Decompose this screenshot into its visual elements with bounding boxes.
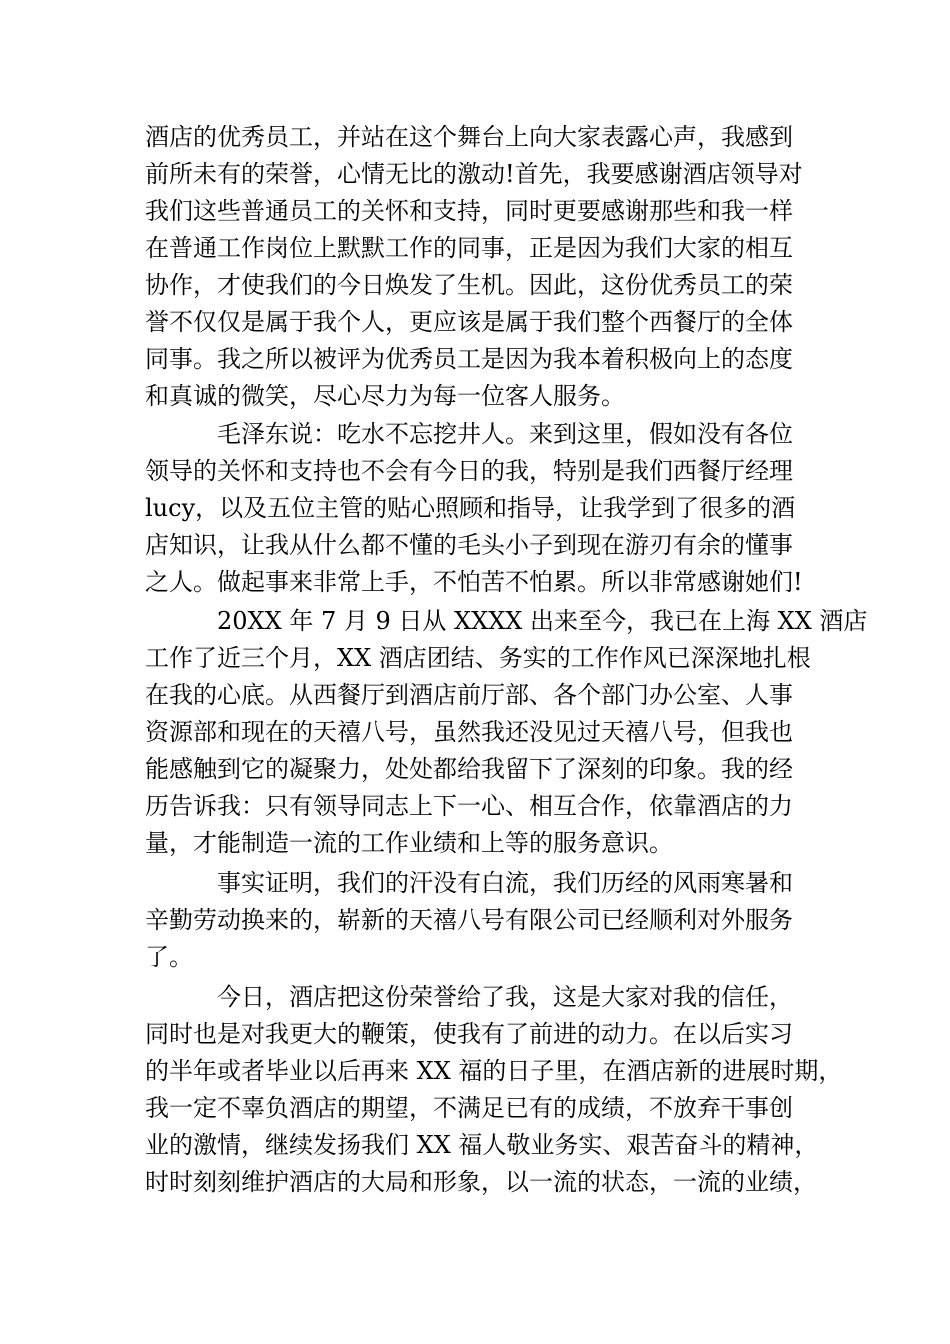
text-line: 业的激情，继续发扬我们 XX 福人敬业务实、艰苦奋斗的精神， — [145, 1131, 819, 1159]
text-line: 历告诉我：只有领导同志上下一心、相互合作，依靠酒店的力 — [145, 792, 793, 820]
text-line: 同时也是对我更大的鞭策，使我有了前进的动力。在以后实习 — [145, 1020, 793, 1048]
text-line: 在普通工作岗位上默默工作的同事，正是因为我们大家的相互 — [145, 234, 793, 262]
text-line: 辛勤劳动换来的，崭新的天禧八号有限公司已经顺利对外服务 — [145, 906, 793, 934]
text-line: 时时刻刻维护酒店的大局和形象，以一流的状态，一流的业绩， — [145, 1168, 817, 1196]
text-line: 了。 — [145, 943, 193, 971]
paragraph-first-line: 20XX 年 7 月 9 日从 XXXX 出来至今，我已在上海 XX 酒店 — [217, 607, 868, 635]
text-line: 工作了近三个月，XX 酒店团结、务实的工作作风已深深地扎根 — [145, 644, 811, 672]
text-line: 和真诚的微笑，尽心尽力为每一位客人服务。 — [145, 382, 625, 410]
text-line: 我们这些普通员工的关怀和支持，同时更要感谢那些和我一样 — [145, 197, 793, 225]
text-line: 资源部和现在的天禧八号，虽然我还没见过天禧八号，但我也 — [145, 718, 793, 746]
text-line: 协作，才使我们的今日焕发了生机。因此，这份优秀员工的荣 — [145, 271, 793, 299]
text-line: 在我的心底。从西餐厅到酒店前厅部、各个部门办公室、人事 — [145, 681, 793, 709]
text-line: 我一定不辜负酒店的期望，不满足已有的成绩，不放弃干事创 — [145, 1094, 793, 1122]
text-line: lucy，以及五位主管的贴心照顾和指导，让我学到了很多的酒 — [145, 494, 796, 522]
text-line: 之人。做起事来非常上手，不怕苦不怕累。所以非常感谢她们! — [145, 568, 803, 596]
text-line: 同事。我之所以被评为优秀员工是因为我本着积极向上的态度 — [145, 345, 793, 373]
paragraph-first-line: 事实证明，我们的汗没有白流，我们历经的风雨寒暑和 — [217, 869, 793, 897]
text-line: 的半年或者毕业以后再来 XX 福的日子里，在酒店新的进展时期， — [145, 1057, 843, 1085]
text-line: 店知识，让我从什么都不懂的毛头小子到现在游刃有余的懂事 — [145, 531, 793, 559]
paragraph-first-line: 毛泽东说：吃水不忘挖井人。来到这里，假如没有各位 — [217, 420, 793, 448]
text-line: 领导的关怀和支持也不会有今日的我，特别是我们西餐厅经理 — [145, 457, 793, 485]
text-line: 能感触到它的凝聚力，处处都给我留下了深刻的印象。我的经 — [145, 755, 793, 783]
text-line: 前所未有的荣誉，心情无比的激动!首先，我要感谢酒店领导对 — [145, 160, 803, 188]
paragraph-first-line: 今日，酒店把这份荣誉给了我，这是大家对我的信任， — [217, 983, 793, 1011]
text-line: 量，才能制造一流的工作业绩和上等的服务意识。 — [145, 829, 673, 857]
text-line: 誉不仅仅是属于我个人，更应该是属于我们整个西餐厅的全体 — [145, 308, 793, 336]
text-line: 酒店的优秀员工，并站在这个舞台上向大家表露心声，我感到 — [145, 123, 793, 151]
